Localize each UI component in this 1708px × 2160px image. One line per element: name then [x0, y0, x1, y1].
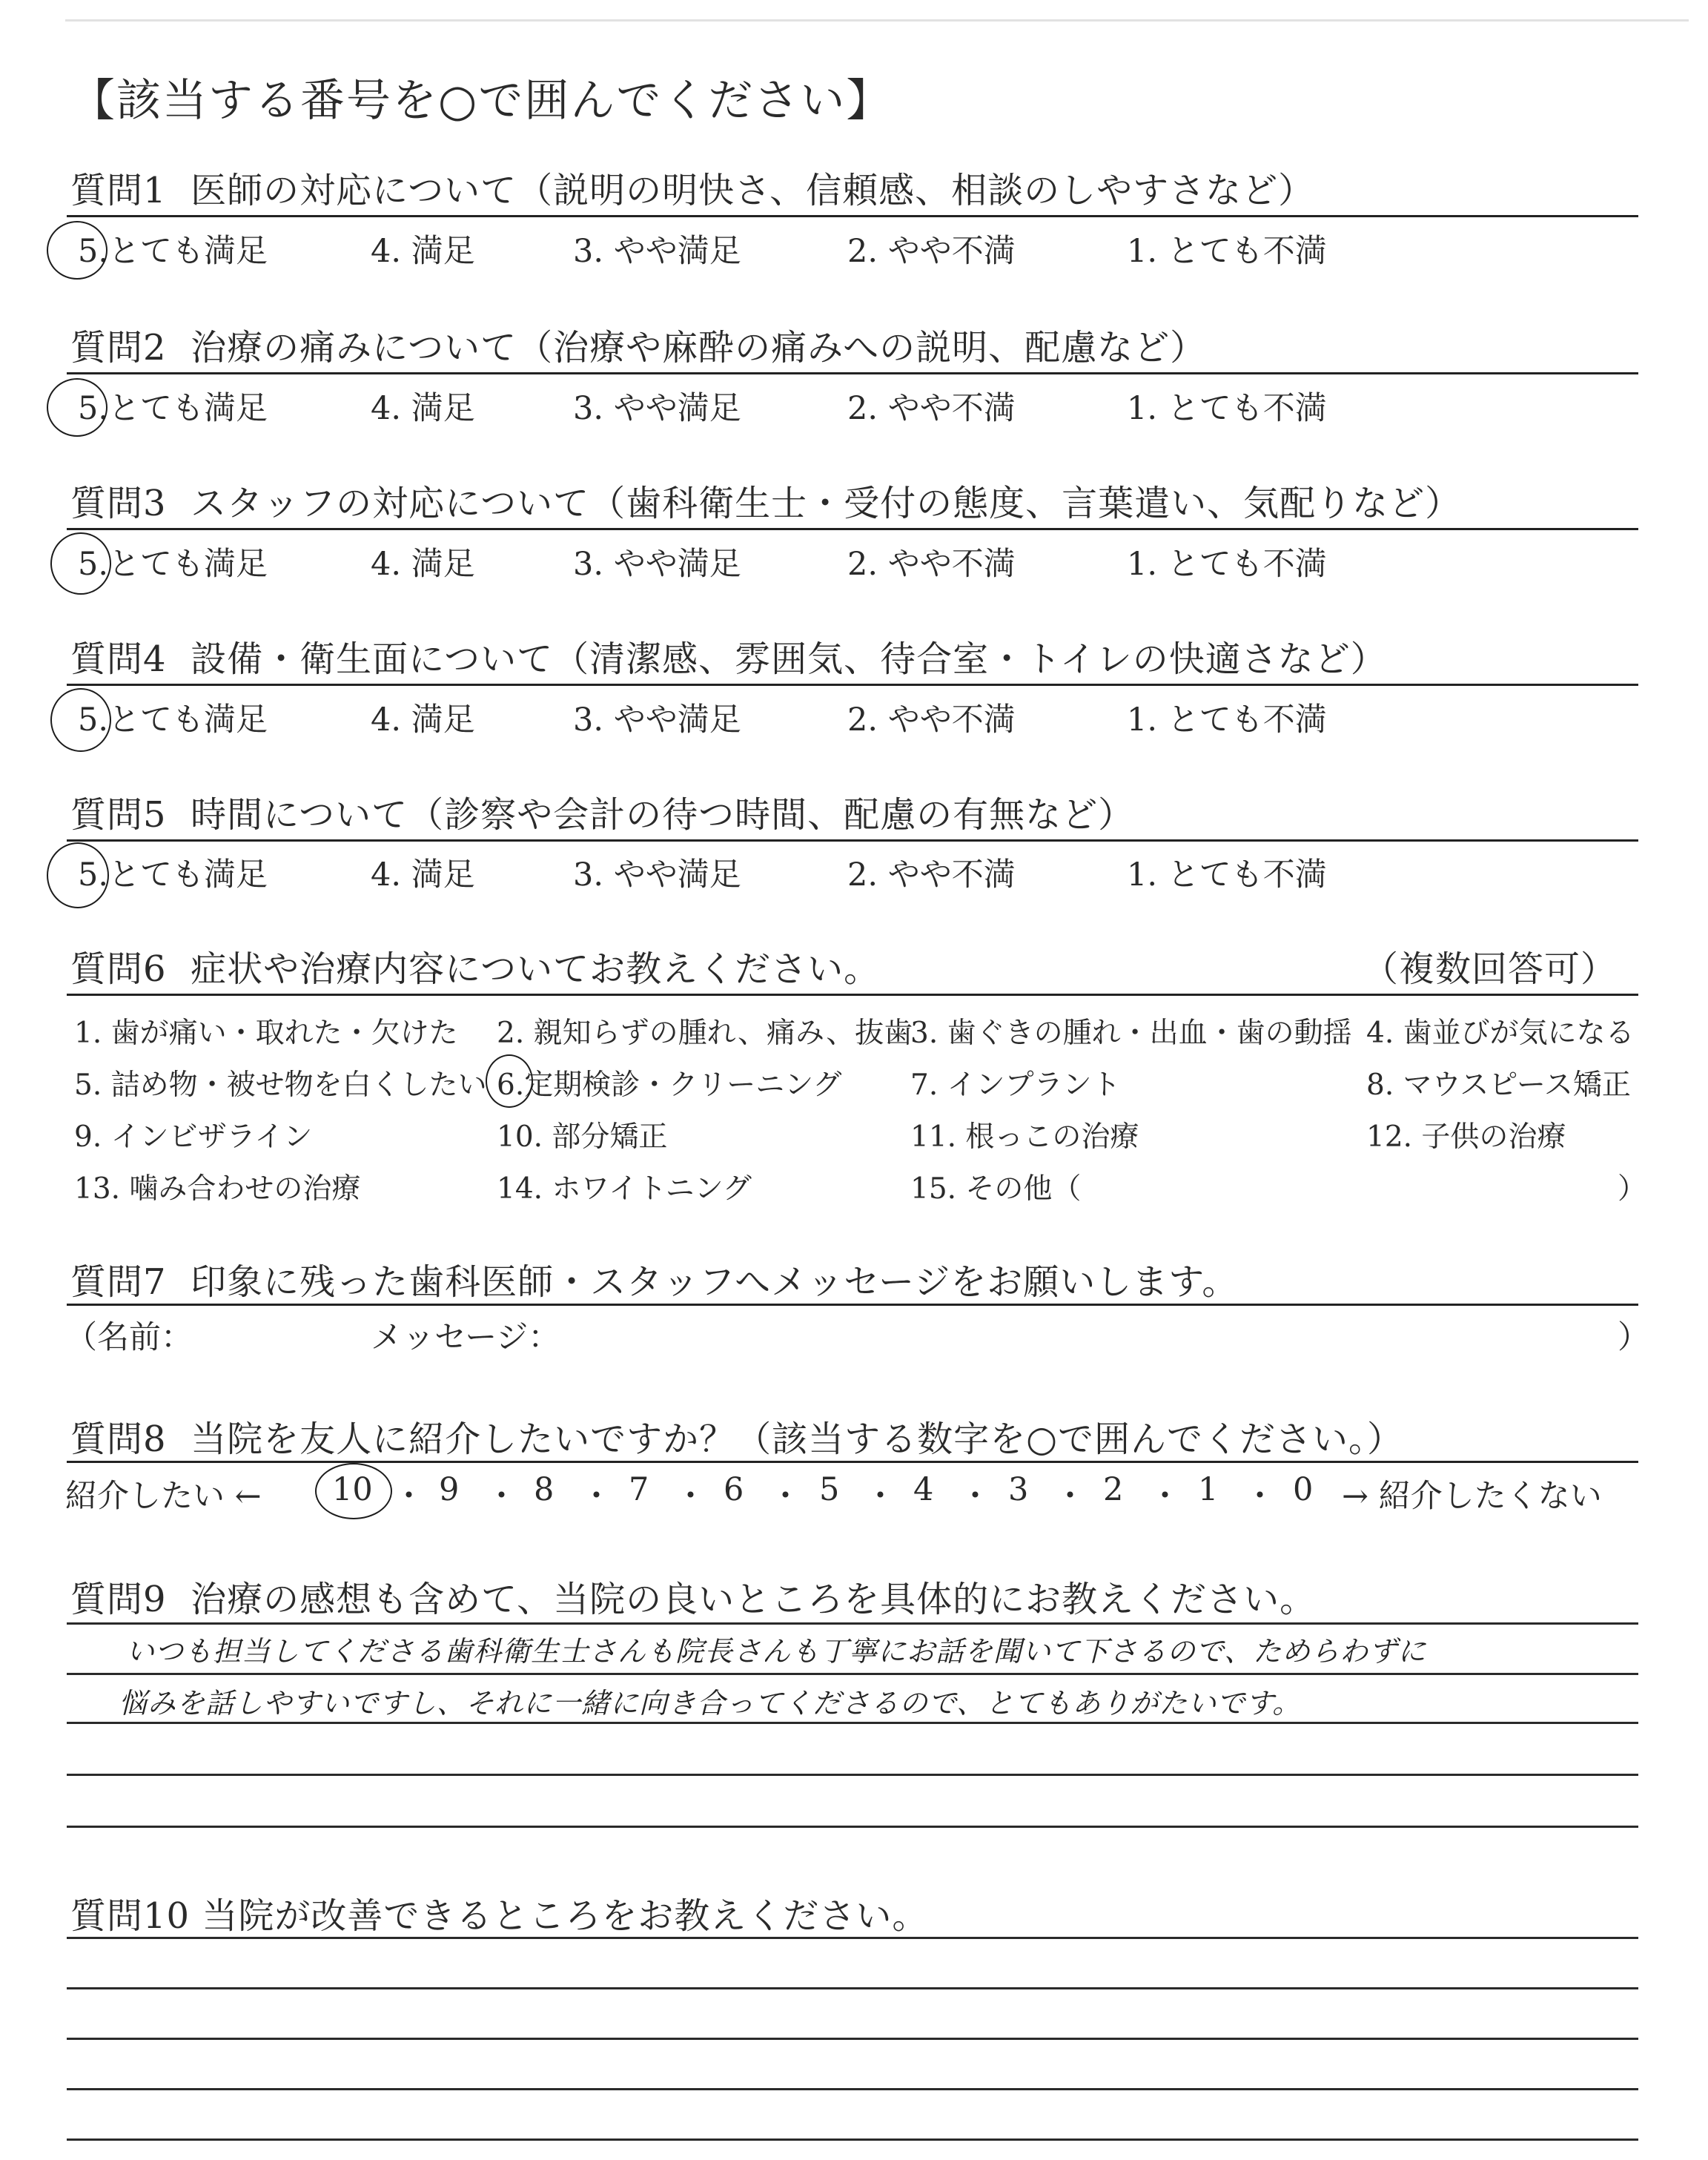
- question-1-text: 医師の対応について（説明の明快さ、信頼感、相談のしやすさなど）: [191, 170, 1315, 211]
- scale-dot: ・: [769, 1478, 801, 1515]
- page-title: 【該当する番号を○で囲んでください】: [70, 75, 893, 127]
- q4-selected-circle: [50, 688, 111, 752]
- question-5-text: 時間について（診察や会計の待つ時間、配慮の有無など）: [191, 794, 1135, 836]
- q4-option-4[interactable]: 4. 満足: [371, 701, 475, 739]
- question-6-note: （複数回答可）: [1363, 948, 1618, 990]
- question-5: [70, 786, 1134, 837]
- question-3-text: スタッフの対応について（歯科衛生士・受付の態度、言葉遣い、気配りなど）: [191, 483, 1462, 524]
- q6-option-5[interactable]: 5. 詰め物・被せ物を白くしたい: [74, 1069, 487, 1102]
- scale-1[interactable]: 1: [1198, 1471, 1219, 1508]
- scale-10[interactable]: 10: [332, 1471, 373, 1508]
- answer-line: [67, 1937, 1638, 1939]
- q6-option-2[interactable]: 2. 親知らずの腫れ、痛み、抜歯: [497, 1017, 913, 1050]
- q3-option-5[interactable]: 5.とても満足: [78, 546, 268, 583]
- scale-3[interactable]: 3: [1008, 1471, 1029, 1508]
- scale-0[interactable]: 0: [1293, 1471, 1314, 1508]
- q6-option-15[interactable]: 15. その他（: [910, 1172, 1082, 1206]
- question-1: [70, 162, 1314, 213]
- scale-dot: ・: [1244, 1478, 1276, 1515]
- answer-line: [67, 2038, 1638, 2040]
- question-3: [70, 475, 1461, 526]
- q4-option-2[interactable]: 2. やや不満: [847, 701, 1016, 739]
- q6-option-10[interactable]: 10. 部分矯正: [497, 1120, 668, 1154]
- q6-option-1[interactable]: 1. 歯が痛い・取れた・欠けた: [74, 1017, 458, 1050]
- question-4-label: 質問4: [70, 638, 167, 680]
- q2-selected-circle: [47, 378, 107, 437]
- q1-option-2[interactable]: 2. やや不満: [847, 233, 1016, 270]
- q6-option-14[interactable]: 14. ホワイトニング: [497, 1172, 752, 1206]
- question-2-label: 質問2: [70, 327, 167, 369]
- q6-selected-circle: [486, 1054, 533, 1108]
- question-9-text: 治療の感想も含めて、当院の良いところを具体的にお教えください。: [191, 1579, 1317, 1620]
- answer-line: [67, 1622, 1638, 1625]
- question-8-label: 質問8: [70, 1418, 167, 1460]
- question-6-text: 症状や治療内容についてお教えください。: [191, 948, 881, 990]
- q5-option-4[interactable]: 4. 満足: [371, 856, 475, 894]
- scale-dot: ・: [580, 1478, 612, 1515]
- q6-option-9[interactable]: 9. インビザライン: [74, 1120, 313, 1154]
- question-8-rule: [67, 1461, 1638, 1463]
- q5-option-2[interactable]: 2. やや不満: [847, 856, 1016, 894]
- question-3-label: 質問3: [70, 483, 167, 524]
- q3-option-4[interactable]: 4. 満足: [371, 546, 475, 583]
- question-4-rule: [67, 684, 1638, 686]
- question-1-label: 質問1: [70, 170, 167, 211]
- q7-name-label: （名前：: [65, 1319, 193, 1356]
- answer-line: [67, 1673, 1638, 1675]
- q6-option-8[interactable]: 8. マウスピース矯正: [1366, 1069, 1631, 1102]
- scale-dot: ・: [1054, 1478, 1086, 1515]
- q6-option-3[interactable]: 3. 歯ぐきの腫れ・出血・歯の動揺: [910, 1017, 1352, 1050]
- question-10-label: 質問10: [70, 1895, 191, 1937]
- q4-option-1[interactable]: 1. とても不満: [1127, 701, 1327, 739]
- q6-option-13[interactable]: 13. 噛み合わせの治療: [74, 1172, 361, 1206]
- q1-option-4[interactable]: 4. 満足: [371, 233, 475, 270]
- question-5-rule: [67, 839, 1638, 842]
- q5-option-5[interactable]: 5.とても満足: [78, 856, 268, 894]
- q1-option-3[interactable]: 3. やや満足: [573, 233, 741, 270]
- q7-close-paren: ）: [1618, 1319, 1649, 1356]
- scale-4[interactable]: 4: [913, 1471, 934, 1508]
- q5-option-1[interactable]: 1. とても不満: [1127, 856, 1327, 894]
- top-border: [65, 19, 1689, 22]
- answer-line: [67, 2138, 1638, 2141]
- q6-option-7[interactable]: 7. インプラント: [910, 1069, 1121, 1102]
- q9-answer-line-2: 悩みを話しやすいですし、それに一緒に向き合ってくださるので、とてもありがたいです。: [119, 1687, 1302, 1720]
- q1-selected-circle: [47, 221, 107, 280]
- q6-option-4[interactable]: 4. 歯並びが気になる: [1366, 1017, 1635, 1050]
- q6-option-11[interactable]: 11. 根っこの治療: [910, 1120, 1139, 1154]
- question-7-text: 印象に残った歯科医師・スタッフへメッセージをお願いします。: [191, 1261, 1239, 1303]
- q3-option-1[interactable]: 1. とても不満: [1127, 546, 1327, 583]
- q6-option-6[interactable]: 6.定期検診・クリーニング: [497, 1069, 842, 1102]
- question-2-text: 治療の痛みについて（治療や麻酔の痛みへの説明、配慮など）: [191, 327, 1207, 369]
- answer-line: [67, 1826, 1638, 1828]
- question-4-text: 設備・衛生面について（清潔感、雰囲気、待合室・トイレの快適さなど）: [191, 638, 1387, 680]
- scale-left-label: 紹介したい ←: [65, 1478, 262, 1515]
- question-10-text: 当院が改善できるところをお教えください。: [202, 1895, 929, 1937]
- question-9-label: 質問9: [70, 1579, 167, 1620]
- q5-selected-circle: [47, 842, 109, 908]
- q2-option-2[interactable]: 2. やや不満: [847, 390, 1016, 427]
- scale-dot: ・: [864, 1478, 896, 1515]
- question-8: [70, 1410, 1403, 1462]
- answer-line: [67, 1774, 1638, 1776]
- q4-option-5[interactable]: 5.とても満足: [78, 701, 268, 739]
- q3-option-2[interactable]: 2. やや不満: [847, 546, 1016, 583]
- scale-6[interactable]: 6: [724, 1471, 744, 1508]
- scale-9[interactable]: 9: [439, 1471, 460, 1508]
- question-5-label: 質問5: [70, 794, 167, 836]
- scale-dot: ・: [675, 1478, 706, 1515]
- question-6-rule: [67, 994, 1638, 996]
- scale-8[interactable]: 8: [534, 1471, 555, 1508]
- question-6-label: 質問6: [70, 948, 167, 990]
- q2-option-1[interactable]: 1. とても不満: [1127, 390, 1327, 427]
- q7-message-label: メッセージ：: [371, 1319, 560, 1356]
- q3-option-3[interactable]: 3. やや満足: [573, 546, 741, 583]
- q6-option-12[interactable]: 12. 子供の治療: [1366, 1120, 1566, 1154]
- q2-option-5[interactable]: 5.とても満足: [78, 390, 268, 427]
- scale-5[interactable]: 5: [819, 1471, 840, 1508]
- q2-option-3[interactable]: 3. やや満足: [573, 390, 741, 427]
- question-7: [70, 1253, 1238, 1304]
- q4-option-3[interactable]: 3. やや満足: [573, 701, 741, 739]
- question-6: [70, 940, 880, 991]
- question-7-label: 質問7: [70, 1261, 167, 1303]
- scale-right-label: → 紹介したくない: [1342, 1478, 1602, 1515]
- q9-answer-line-1: いつも担当してくださる歯科衛生士さんも院長さんも丁寧にお話を聞いて下さるので、ためらわずに: [126, 1635, 1427, 1668]
- scale-dot: ・: [486, 1478, 517, 1515]
- scale-dot: ・: [393, 1478, 425, 1515]
- answer-line: [67, 2088, 1638, 2090]
- q5-option-3[interactable]: 3. やや満足: [573, 856, 741, 894]
- scale-7[interactable]: 7: [629, 1471, 649, 1508]
- q6-option-15-close: ）: [1618, 1172, 1647, 1206]
- question-8-text: 当院を友人に紹介したいですか？（該当する数字を○で囲んでください。）: [191, 1418, 1403, 1460]
- question-9: [70, 1571, 1316, 1622]
- q1-option-5[interactable]: 5.とても満足: [78, 233, 268, 270]
- q1-option-1[interactable]: 1. とても不満: [1127, 233, 1327, 270]
- question-2-rule: [67, 372, 1638, 374]
- q2-option-4[interactable]: 4. 満足: [371, 390, 475, 427]
- question-4: [70, 630, 1387, 681]
- scale-dot: ・: [1149, 1478, 1181, 1515]
- question-1-rule: [67, 215, 1638, 217]
- question-3-rule: [67, 528, 1638, 530]
- answer-line: [67, 1987, 1638, 1989]
- scale-dot: ・: [959, 1478, 991, 1515]
- question-7-rule: [67, 1304, 1638, 1306]
- q3-selected-circle: [50, 532, 111, 595]
- question-10: [70, 1887, 928, 1938]
- answer-line: [67, 1722, 1638, 1724]
- q8-selected-circle: [315, 1463, 392, 1519]
- scale-2[interactable]: 2: [1103, 1471, 1124, 1508]
- question-2: [70, 319, 1206, 370]
